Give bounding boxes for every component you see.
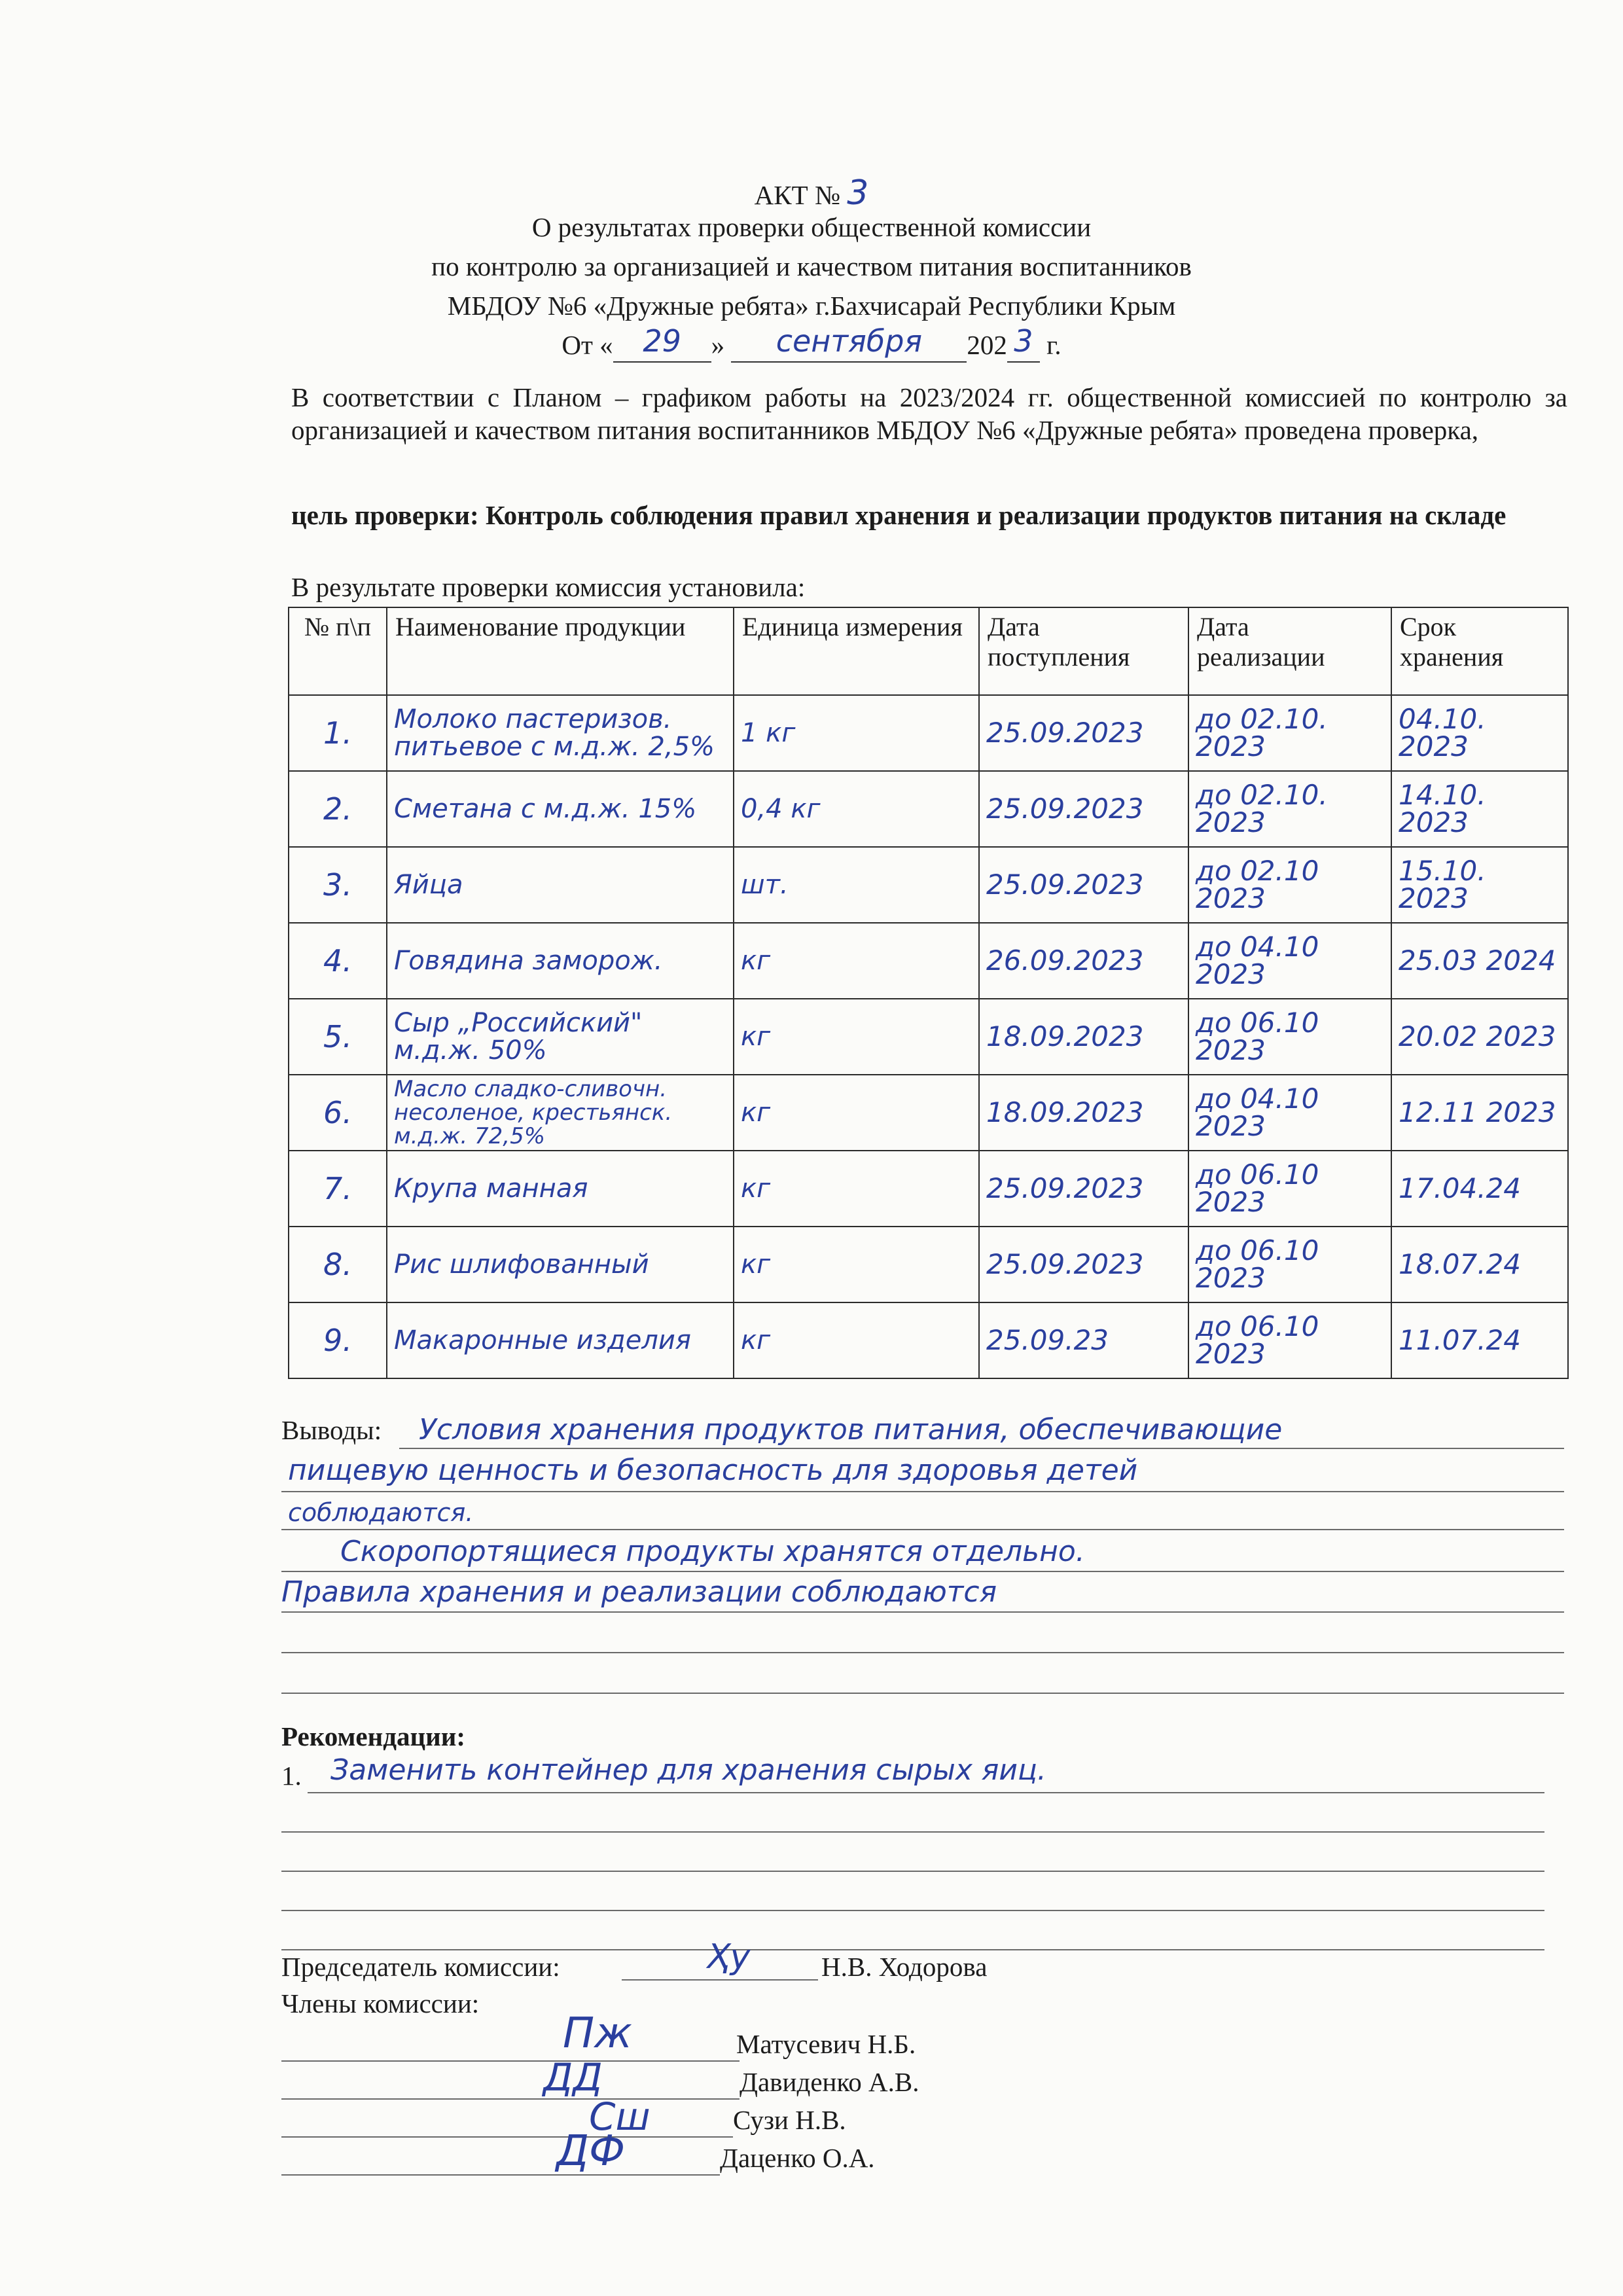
recommendation-num: 1.: [281, 1761, 302, 1791]
signature-line: [281, 2136, 733, 2138]
member-3-name: Сузи Н.В.: [733, 2105, 846, 2135]
recommendation-text: Заменить контейнер для хранения сырых яиц.: [330, 1753, 1046, 1787]
table-header-row: [289, 607, 1568, 695]
ruled-line: [399, 1448, 1564, 1449]
ruled-line: [281, 1652, 1564, 1653]
conclusion-line-2: пищевую ценность и безопасность для здоровья детей: [288, 1454, 1138, 1487]
check-goal: цель проверки: Контроль соблюдения правил хранения и реализации продуктов питания на складе: [291, 500, 1507, 530]
ruled-line: [308, 1792, 1544, 1793]
members-label: Члены комиссии:: [281, 1988, 480, 2018]
table-row: 1. Молоко пастеризов. питьевое с м.д.ж. 2,5% 1 кг 25.09.2023 до 02.10. 2023 04.10. 2023: [289, 695, 1568, 771]
signature-line: [622, 1979, 818, 1981]
ruled-line: [281, 1871, 1544, 1872]
table-row: 7. Крупа манная кг 25.09.2023 до 06.10 2023 17.04.24: [289, 1151, 1568, 1227]
header-unit: Единица измерения: [734, 607, 979, 695]
ruled-line: [281, 1693, 1564, 1694]
ruled-line: [281, 1491, 1564, 1492]
ruled-line: [281, 1529, 1564, 1530]
member-2-signature: ДД: [543, 2055, 603, 2100]
date-day: 29: [643, 323, 681, 359]
table-row: 4. Говядина заморож. кг 26.09.2023 до 04.10 2023 25.03 2024: [289, 923, 1568, 999]
chair-signature: Ҳу: [707, 1937, 751, 1977]
table-row: 9. Макаронные изделия кг 25.09.23 до 06.10 2023 11.07.24: [289, 1302, 1568, 1378]
table-row: 2. Сметана с м.д.ж. 15% 0,4 кг 25.09.2023 до 02.10. 2023 14.10. 2023: [289, 771, 1568, 847]
table-row: 8. Рис шлифованный кг 25.09.2023 до 06.10 2023 18.07.24: [289, 1227, 1568, 1302]
header-line-1: О результатах проверки общественной комиссии: [531, 212, 1092, 242]
header-line-2: по контролю за организацией и качеством питания воспитанников: [431, 251, 1192, 281]
ruled-line: [281, 1571, 1564, 1572]
header-name: Наименование продукции: [387, 607, 734, 695]
date-year-digit: 3: [1014, 323, 1033, 359]
date-month: сентября: [776, 323, 923, 359]
table-row: 5. Сыр „Российский" м.д.ж. 50% кг 18.09.2023 до 06.10 2023 20.02 2023: [289, 999, 1568, 1075]
signature-line: [281, 2174, 720, 2176]
ruled-line: [281, 1910, 1544, 1911]
header-sale: Дата реализации: [1188, 607, 1391, 695]
member-1-name: Матусевич Н.Б.: [736, 2029, 916, 2059]
table-row: 6. Масло сладко-сливочн. несоленое, крестьянск. м.д.ж. 72,5% кг 18.09.2023 до 04.10 2023 12.11 2023: [289, 1075, 1568, 1151]
conclusions-label: Выводы:: [281, 1415, 382, 1445]
conclusion-line-3: соблюдаются.: [288, 1498, 474, 1527]
recommendations-label: Рекомендации:: [281, 1721, 466, 1751]
header-line-3: МБДОУ №6 «Дружные ребята» г.Бахчисарай Республики Крым: [447, 291, 1176, 321]
ruled-line: [281, 1831, 1544, 1833]
member-4-name: Даценко О.А.: [720, 2143, 875, 2173]
header-received: Дата поступления: [979, 607, 1188, 695]
act-title: АКТ № 3: [754, 173, 869, 213]
member-1-signature: Пж: [563, 2009, 632, 2058]
conclusion-line-5: Правила хранения и реализации соблюдаются: [281, 1575, 997, 1609]
signature-line: [281, 2060, 740, 2062]
conclusion-line-1: Условия хранения продуктов питания, обеспечивающие: [419, 1413, 1283, 1446]
intro-paragraph: В соответствии с Планом – графиком работы на 2023/2024 гг. общественной комиссией по контролю за организацией и качеством питания воспитанников МБДОУ №6 «Дружные ребята» проведена проверка,: [291, 382, 1567, 445]
chair-name: Н.В. Ходорова: [821, 1952, 988, 1982]
signature-line: [281, 2098, 740, 2100]
products-table: [288, 607, 1569, 1379]
chair-label: Председатель комиссии:: [281, 1952, 560, 1982]
member-3-signature: Сш: [589, 2094, 651, 2139]
header-shelf: Срок хранения: [1391, 607, 1568, 695]
member-2-name: Давиденко А.В.: [740, 2067, 919, 2097]
table-row: 3. Яйца шт. 25.09.2023 до 02.10 2023 15.10. 2023: [289, 847, 1568, 923]
member-4-signature: ДФ: [556, 2127, 626, 2176]
header-date: От « 29 » сентября 202 3 г.: [0, 327, 1623, 363]
result-intro: В результате проверки комиссия установила:: [291, 572, 806, 602]
ruled-line: [281, 1611, 1564, 1613]
header-num: № п\п: [289, 607, 387, 695]
act-number: 3: [847, 173, 869, 213]
conclusion-line-4: Скоропортящиеся продукты хранятся отдельно.: [340, 1535, 1085, 1568]
